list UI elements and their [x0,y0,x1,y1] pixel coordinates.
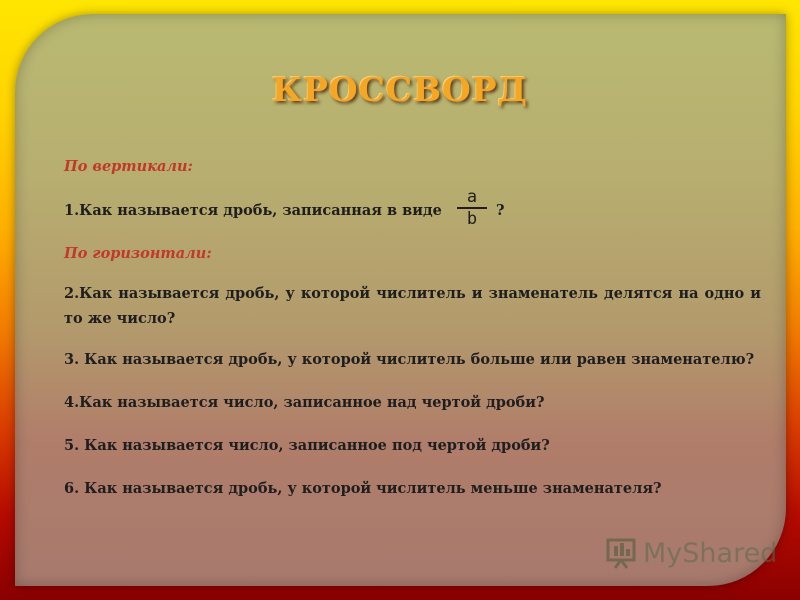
watermark-text: MyShared [643,537,778,569]
fraction-numerator: a [466,187,478,207]
horizontal-heading: По горизонтали: [64,245,212,262]
question-3: 3. Как называется дробь, у которой числитель больше или равен знаменателю? [64,351,755,368]
fraction-denominator: b [466,208,478,229]
question-1: 1.Как называется дробь, записанная в виде [64,202,442,219]
question-6: 6. Как называется дробь, у которой числитель меньше знаменателя? [64,480,662,497]
vertical-heading: По вертикали: [64,158,193,175]
presentation-board-icon [605,536,639,570]
fraction-a-over-b [452,188,492,228]
question-2: 2.Как называется дробь, у которой числитель и знаменатель делятся на одно и то же число? [64,285,761,327]
question-4: 4.Как называется число, записанное над чертой дроби? [64,394,545,411]
watermark [605,536,777,570]
question-1-mark: ? [496,202,505,219]
question-5: 5. Как называется число, записанное под чертой дроби? [64,437,550,454]
slide-title: КРОССВОРД [272,70,528,109]
